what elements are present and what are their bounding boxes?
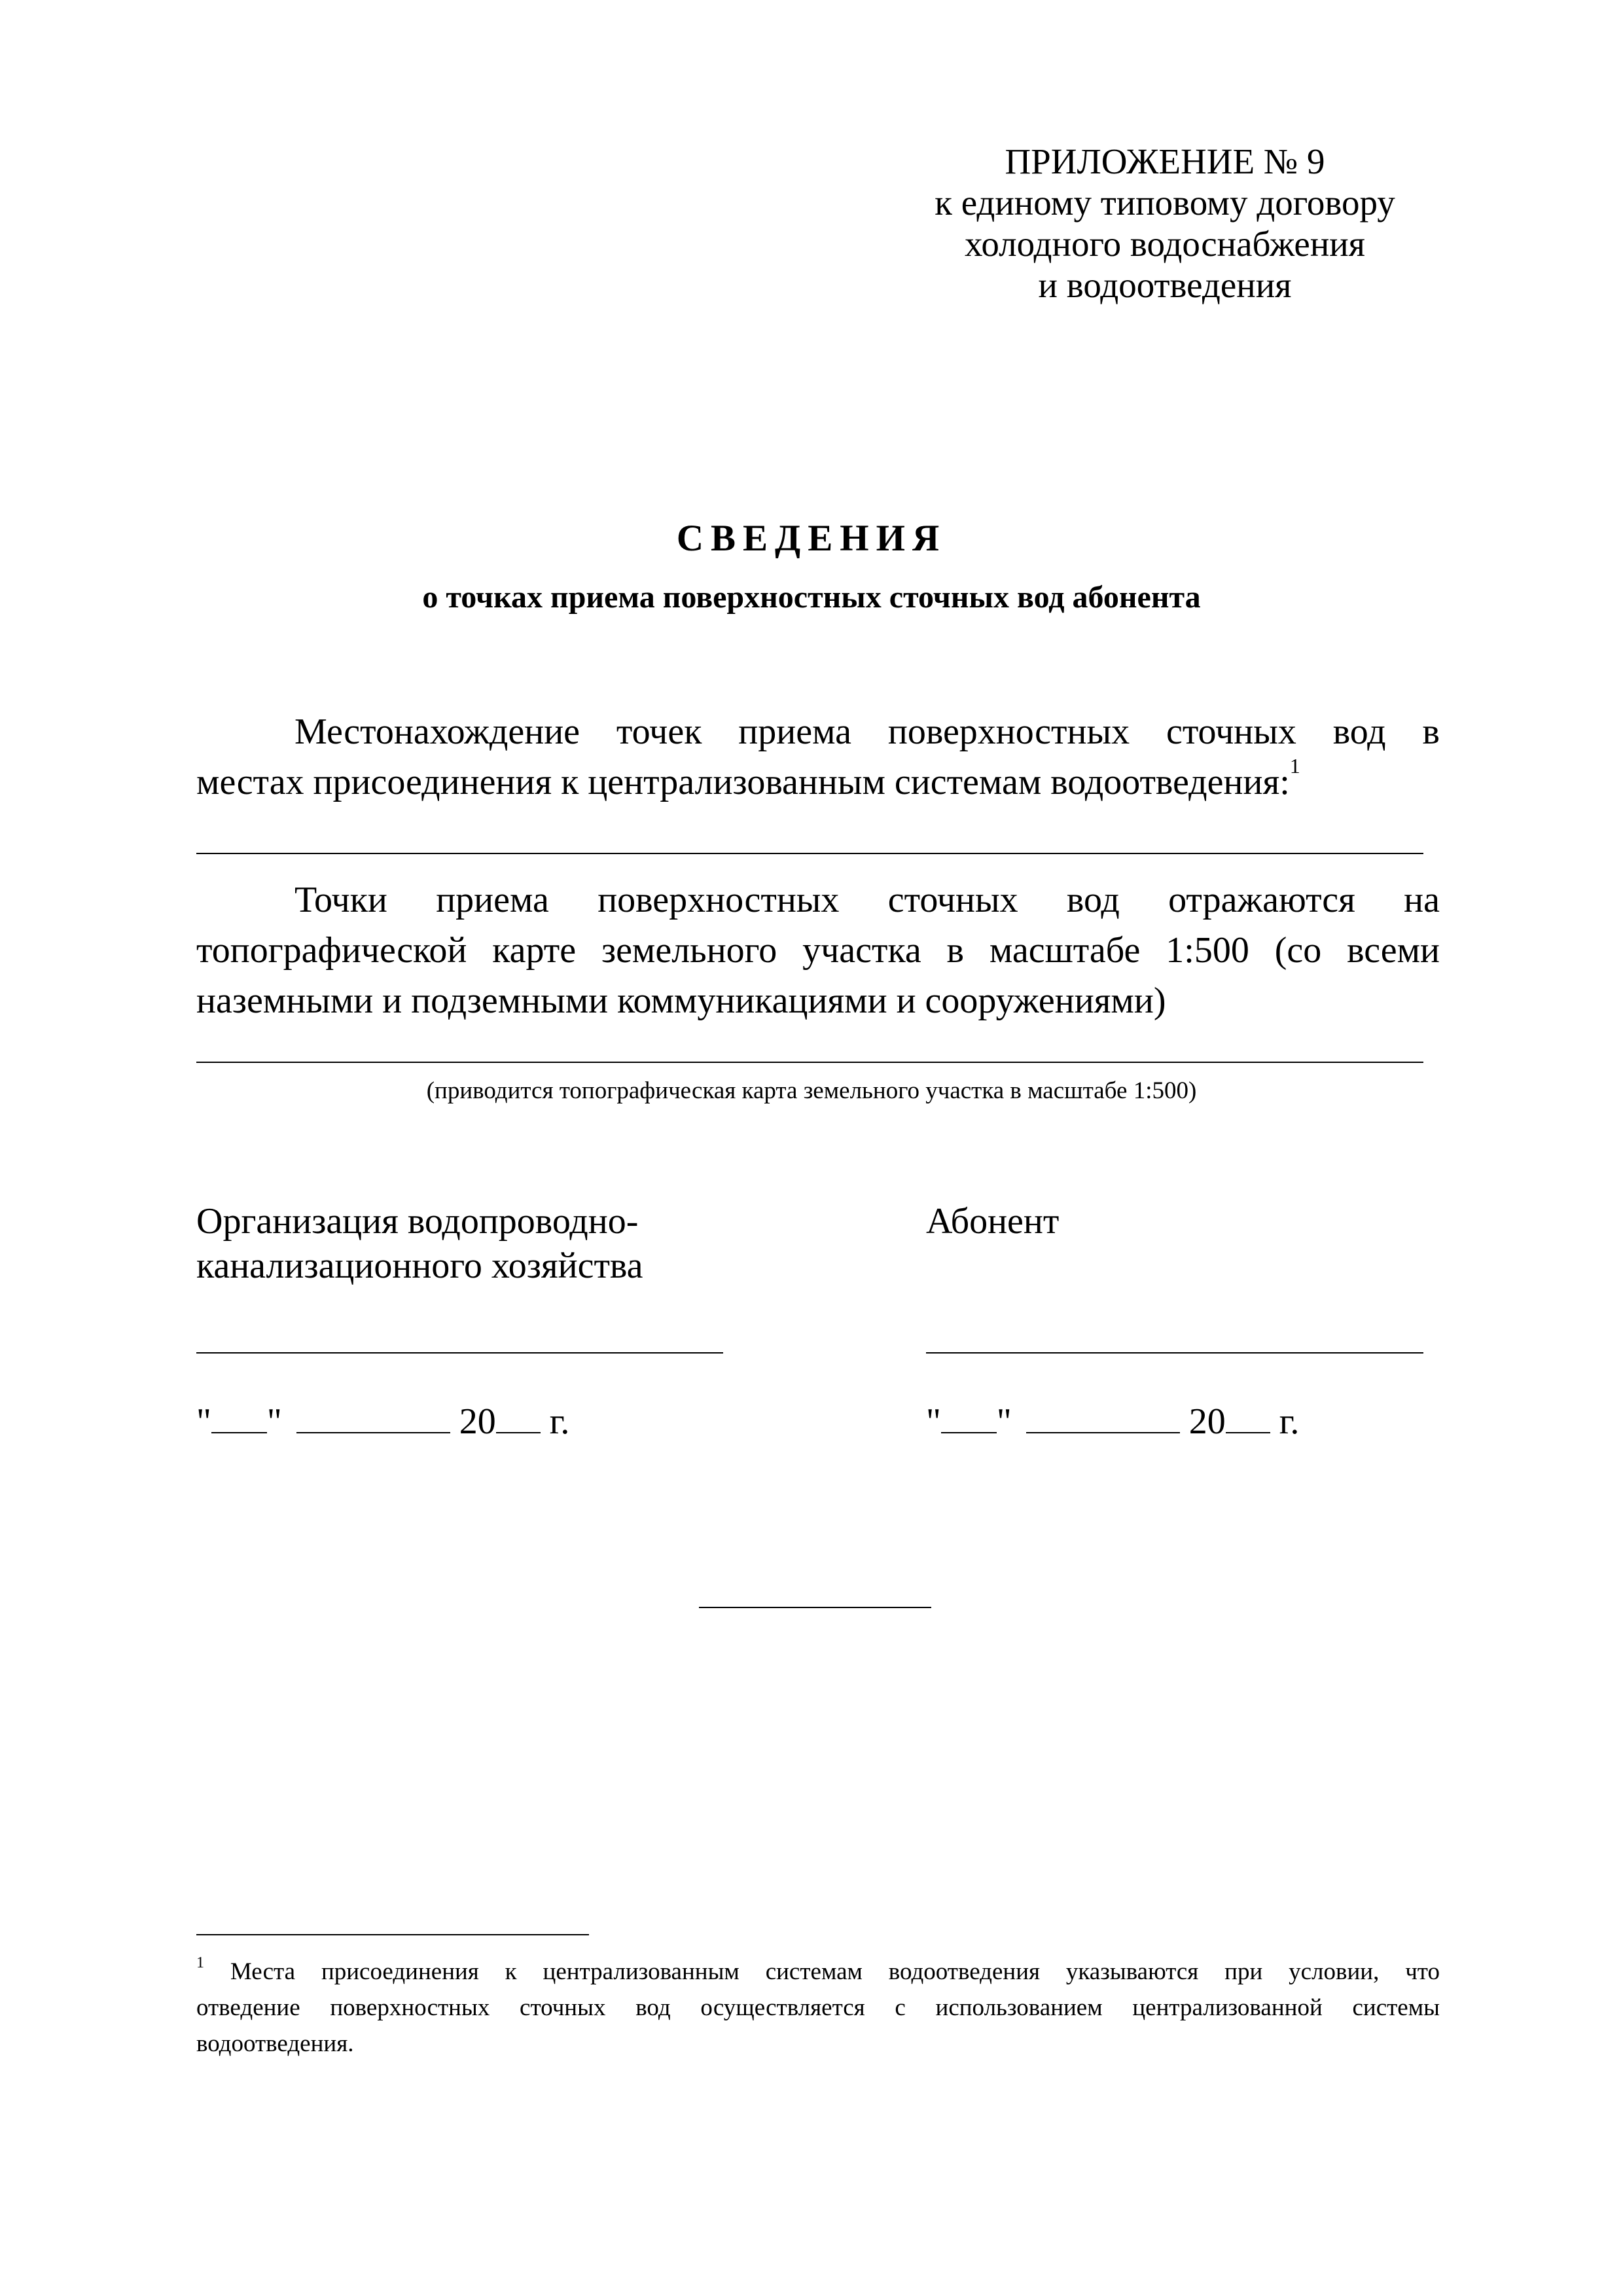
- day-field[interactable]: [211, 1402, 267, 1433]
- year-prefix: 20: [1188, 1401, 1226, 1442]
- footnote: [196, 1954, 1440, 2062]
- water-utility-signature-line[interactable]: [196, 1352, 723, 1354]
- location-fill-line[interactable]: [196, 853, 1423, 854]
- appendix-line-4: и водоотведения: [1038, 265, 1292, 305]
- year-field[interactable]: [1226, 1402, 1270, 1433]
- water-utility-date: [196, 1401, 569, 1443]
- subscriber-date: [926, 1401, 1299, 1443]
- date-quote-open: ": [926, 1401, 941, 1442]
- separator-line: [699, 1607, 931, 1608]
- document-subtitle: о точках приема поверхностных сточных вод абонента: [422, 580, 1201, 615]
- water-utility-label: [196, 1199, 643, 1288]
- map-paragraph: [196, 875, 1440, 1026]
- footnote-mark: 1: [196, 1954, 204, 1971]
- footnote-reference: 1: [1289, 754, 1300, 778]
- location-paragraph-line-2: [196, 754, 1440, 808]
- appendix-line-2: к единому типовому договору: [935, 183, 1395, 223]
- footnote-line-2: отведение поверхностных сточных вод осуществляется с использованием централизованной системы: [196, 1994, 1440, 2021]
- year-suffix: г.: [549, 1401, 570, 1442]
- appendix-line-3: холодного водоснабжения: [965, 224, 1365, 264]
- appendix-number: ПРИЛОЖЕНИЕ № 9: [1005, 141, 1325, 181]
- water-utility-label-line-2: канализационного хозяйства: [196, 1246, 643, 1286]
- map-paragraph-line-3: наземными и подземными коммуникациями и сооружениями): [196, 980, 1166, 1021]
- footnote-line-1: [196, 1954, 1440, 1990]
- map-fill-line[interactable]: [196, 1062, 1423, 1063]
- footnote-separator: [196, 1934, 589, 1935]
- year-suffix: г.: [1279, 1401, 1300, 1442]
- footnote-line-1-text: Места присоединения к централизованным системам водоотведения указываются при условии, что: [230, 1958, 1440, 1985]
- year-prefix: 20: [459, 1401, 496, 1442]
- document-title: СВЕДЕНИЯ: [676, 518, 947, 559]
- appendix-header: [851, 141, 1479, 306]
- location-paragraph: [196, 707, 1440, 808]
- location-paragraph-line-1: Местонахождение точек приема поверхностных сточных вод в: [294, 711, 1440, 752]
- subscriber-label: [926, 1199, 1059, 1244]
- day-field[interactable]: [941, 1402, 997, 1433]
- location-paragraph-line-2-text: местах присоединения к централизованным системам водоотведения:: [196, 762, 1290, 802]
- water-utility-label-line-1: Организация водопроводно-: [196, 1201, 639, 1242]
- date-quote-close: ": [996, 1401, 1012, 1442]
- date-quote-close: ": [266, 1401, 282, 1442]
- subscriber-signature-line[interactable]: [926, 1352, 1423, 1354]
- footnote-line-3: водоотведения.: [196, 2030, 354, 2057]
- map-paragraph-line-2: топографической карте земельного участка в масштабе 1:500 (со всеми: [196, 930, 1440, 971]
- subscriber-label-line-1: Абонент: [926, 1201, 1060, 1242]
- month-field[interactable]: [296, 1402, 450, 1433]
- map-caption: (приводится топографическая карта земельного участка в масштабе 1:500): [426, 1077, 1197, 1104]
- year-field[interactable]: [496, 1402, 541, 1433]
- month-field[interactable]: [1026, 1402, 1180, 1433]
- date-quote-open: ": [196, 1401, 211, 1442]
- map-paragraph-line-1: Точки приема поверхностных сточных вод отражаются на: [294, 880, 1440, 920]
